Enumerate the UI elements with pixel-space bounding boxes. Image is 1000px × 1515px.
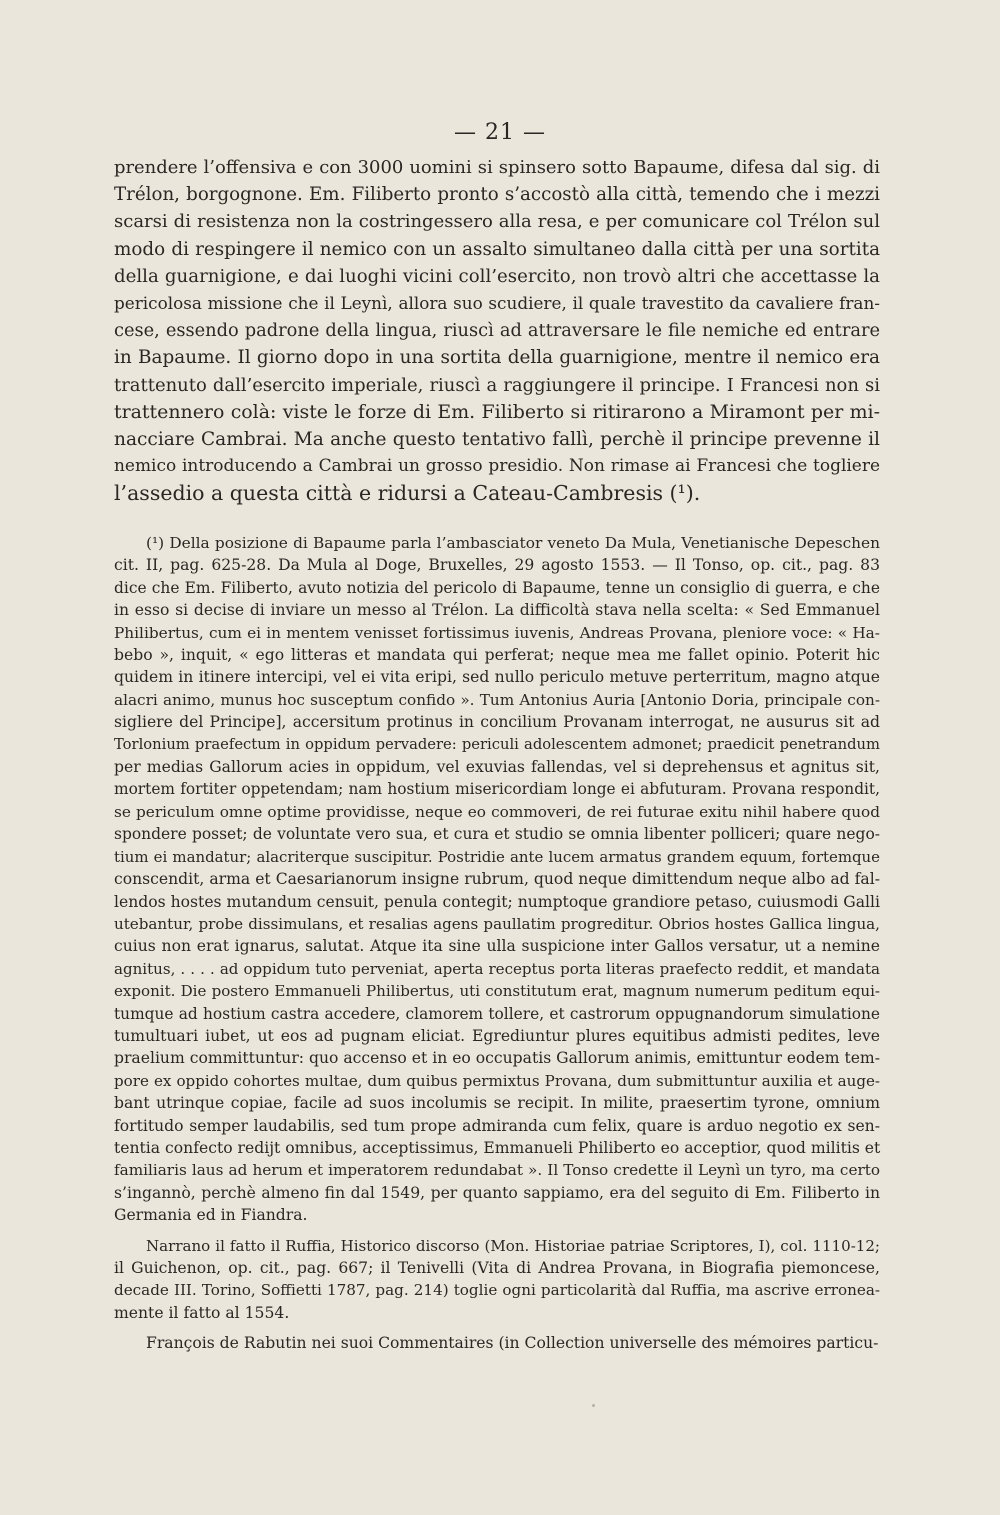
paper-speck bbox=[592, 1404, 595, 1407]
footnote-line: bant utrinque copiae, facile ad suos incolumis se recipit. In milite, praesertim tyrone, omnium bbox=[114, 1094, 880, 1113]
footnote-line: fortitudo semper laudabilis, sed tum prope admiranda cum felix, quare is arduo negotio ex sen- bbox=[114, 1116, 880, 1135]
footnote-line: sigliere del Principe], accersitum protinus in concilium Provanam interrogat, ne ausurus sit ad bbox=[114, 713, 880, 732]
footnote-line: cuius non erat ignarus, salutat. Atque ita sine ulla suspicione inter Gallos versatur, ut a nemine bbox=[114, 937, 880, 956]
footnote-line: utebantur, probe dissimulans, et resalias agens paullatim progreditur. Obrios hostes Gallica lingua, bbox=[114, 914, 880, 933]
footnote-line: s’ingannò, perchè almeno fin dal 1549, per quanto sappiamo, era del seguito di Em. Filiberto in bbox=[114, 1183, 880, 1202]
main-text-line: prendere l’offensiva e con 3000 uomini si spinsero sotto Bapaume, difesa dal sig. di bbox=[114, 157, 880, 178]
footnote-line: alacri animo, munus hoc susceptum confido ». Tum Antonius Auria [Antonio Doria, principale con- bbox=[114, 690, 880, 709]
main-text-line: modo di respingere il nemico con un assalto simultaneo dalla città per una sortita bbox=[114, 238, 880, 260]
footnote-line: praelium committuntur: quo accenso et in eo occupatis Gallorum animis, emittuntur eodem tem- bbox=[114, 1049, 880, 1068]
footnote-line: tentia confecto redijt omnibus, acceptissimus, Emmanueli Philiberto eo acceptior, quod militis et bbox=[114, 1138, 881, 1157]
main-text-line: Trélon, borgognone. Em. Filiberto pronto s’accostò alla città, temendo che i mezzi bbox=[114, 184, 880, 206]
main-text-line: cese, essendo padrone della lingua, riuscì ad attraversare le file nemiche ed entrare bbox=[114, 320, 880, 342]
footnotes-block bbox=[114, 532, 880, 1355]
footnote-line: per medias Gallorum acies in oppidum, vel exuvias fallendas, vel si deprehensus et agnitus sit, bbox=[114, 758, 880, 777]
footnote-line: bebo », inquit, « ego litteras et mandata qui perferat; neque mea me fallet opinio. Poterit hic bbox=[114, 646, 880, 665]
footnote-line: François de Rabutin nei suoi Commentaires (in Collection universelle des mémoires particu- bbox=[146, 1334, 879, 1353]
footnote-line: familiaris laus ad herum et imperatorem redundabat ». Il Tonso credette il Leynì un tyro, ma certo bbox=[114, 1161, 880, 1180]
footnote-line: mente il fatto al 1554. bbox=[114, 1303, 290, 1322]
footnote-line: quidem in itinere intercipi, vel ei vita eripi, sed nullo periculo metuve perterritum, magno atque bbox=[114, 668, 880, 687]
footnote-line: Narrano il fatto il Ruffia, Historico discorso (Mon. Historiae patriae Scriptores, I), col. 1110-12; bbox=[146, 1236, 880, 1255]
footnote-line: lendos hostes mutandum censuit, penula contegit; numptoque grandiore petaso, cuiusmodi Galli bbox=[114, 892, 880, 911]
main-text-line: trattenuto dall’esercito imperiale, riuscì a raggiungere il principe. I Francesi non si bbox=[114, 374, 880, 396]
footnote-line: decade III. Torino, Soffietti 1787, pag. 214) toglie ogni particolarità dal Ruffia, ma ascrive erronea- bbox=[114, 1281, 880, 1300]
footnote-line: (¹) Della posizione di Bapaume parla l’ambasciator veneto Da Mula, Venetianische Depeschen bbox=[146, 534, 880, 552]
main-text-block bbox=[114, 154, 880, 508]
main-text-line: pericolosa missione che il Leynì, allora suo scudiere, il quale travestito da cavaliere fran- bbox=[114, 293, 880, 314]
footnote-line: cit. II, pag. 625-28. Da Mula al Doge, Bruxelles, 29 agosto 1553. — Il Tonso, op. cit., pag. 83 bbox=[114, 556, 880, 575]
footnote-line: dice che Em. Filiberto, avuto notizia del pericolo di Bapaume, tenne un consiglio di guerra, e che bbox=[114, 578, 880, 597]
paragraph-gap bbox=[114, 1324, 880, 1332]
footnote-line: tium ei mandatur; alacriterque suscipitur. Postridie ante lucem armatus grandem equum, fortemque bbox=[114, 847, 880, 866]
footnote-line: conscendit, arma et Caesarianorum insigne rubrum, quod neque dimittendum neque albo ad fal- bbox=[114, 870, 880, 889]
main-text-line: nacciare Cambrai. Ma anche questo tentativo fallì, perchè il principe prevenne il bbox=[114, 429, 880, 451]
footnote-line: Torlonium praefectum in oppidum pervadere: periculi adolescentem admonet; praedicit penetrandum bbox=[114, 735, 880, 753]
footnote-line: in esso si decise di inviare un messo al Trélon. La difficoltà stava nella scelta: « Sed Emmanuel bbox=[114, 601, 880, 620]
main-text-line: in Bapaume. Il giorno dopo in una sortita della guarnigione, mentre il nemico era bbox=[114, 347, 880, 369]
footnote-line: se periculum omne optime providisse, neque eo commoveri, de rei futurae exitu nihil habere quod bbox=[114, 802, 880, 821]
footnote-line: tumque ad hostium castra accedere, clamorem tollere, et castrorum oppugnandorum simulatione bbox=[114, 1004, 880, 1023]
footnote-line: il Guichenon, op. cit., pag. 667; il Tenivelli (Vita di Andrea Provana, in Biografia piemoncese, bbox=[114, 1259, 880, 1277]
main-text-line: della guarnigione, e dai luoghi vicini coll’esercito, non trovò altri che accettasse la bbox=[114, 265, 880, 287]
footnote-line: pore ex oppido cohortes multae, dum quibus permixtus Provana, dum submittuntur auxilia et auge- bbox=[114, 1071, 880, 1090]
footnote-line: spondere posset; de voluntate vero sua, et cura et studio se omnia libenter polliceri; quare nego- bbox=[114, 825, 880, 844]
main-text-line: nemico introducendo a Cambrai un grosso presidio. Non rimase ai Francesi che togliere bbox=[114, 456, 880, 477]
main-text-line: scarsi di resistenza non la costringessero alla resa, e per comunicare col Trélon sul bbox=[114, 211, 880, 233]
page-number: — 21 — bbox=[454, 120, 546, 145]
main-text-line: trattennero colà: viste le forze di Em. Filiberto si ritirarono a Miramont per mi- bbox=[114, 400, 880, 423]
footnote-line: exponit. Die postero Emmanueli Philibertus, uti constitutum erat, magnum numerum peditum equi- bbox=[114, 982, 880, 1001]
footnote-line: Germania ed in Fiandra. bbox=[114, 1206, 308, 1225]
footnote-line: tumultuari iubet, ut eos ad pugnam eliciat. Egrediuntur plures equitibus admisti pedites, leve bbox=[114, 1026, 880, 1045]
footnote-line: Philibertus, cum ei in mentem venisset fortissimus iuvenis, Andreas Provana, pleniore voce: « Ha- bbox=[114, 623, 880, 642]
main-text-line: l’assedio a questa città e ridursi a Cateau-Cambresis (¹). bbox=[114, 481, 701, 506]
paragraph-gap bbox=[114, 1227, 880, 1235]
footnote-line: mortem fortiter oppetendam; nam hostium misericordiam longe ei abfuturam. Provana respondit, bbox=[114, 780, 880, 799]
footnote-line: agnitus, . . . . ad oppidum tuto perveniat, aperta receptus porta literas praefecto reddit, et mandata bbox=[114, 959, 880, 978]
